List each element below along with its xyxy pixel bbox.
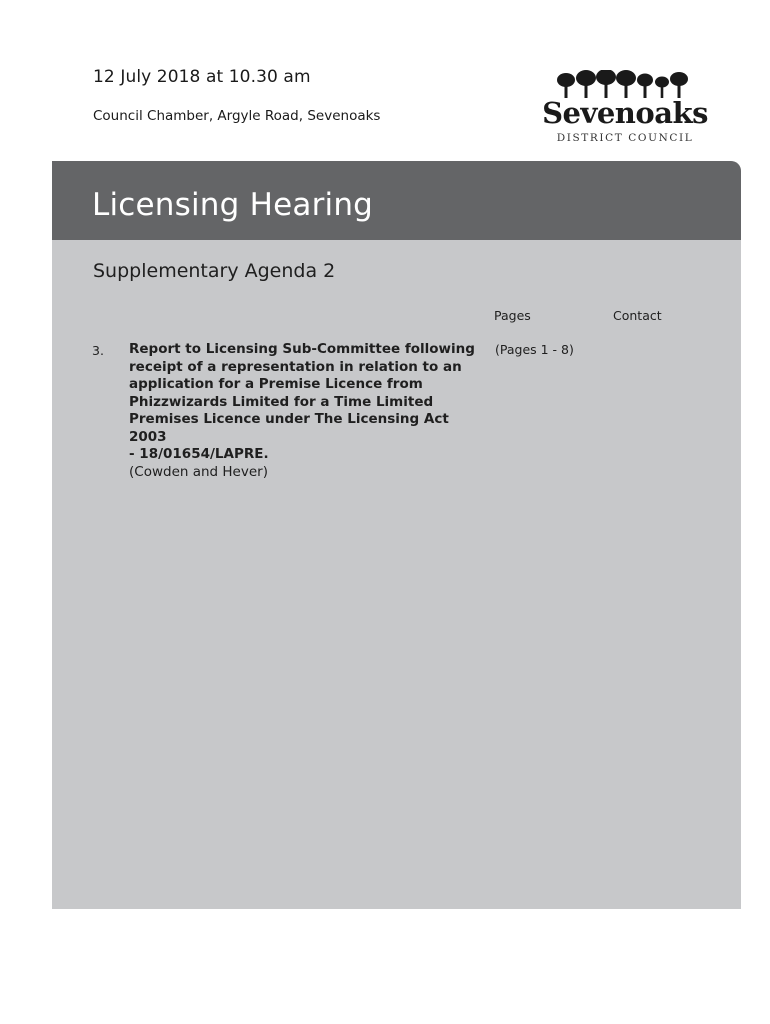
agenda-subtitle: Supplementary Agenda 2 [93, 260, 336, 282]
pages-column-header: Pages [494, 308, 531, 323]
agenda-item-pages: (Pages 1 - 8) [495, 342, 574, 357]
meeting-date: 12 July 2018 at 10.30 am [93, 67, 311, 87]
council-logo-subtitle: DISTRICT COUNCIL [556, 132, 694, 144]
contact-column-header: Contact [613, 308, 662, 323]
agenda-item [129, 341, 489, 481]
page-title: Licensing Hearing [92, 187, 374, 223]
title-band [52, 161, 741, 240]
council-logo [530, 70, 720, 150]
agenda-item-title[interactable]: Report to Licensing Sub-Committee following receipt of a representation in relation to an application for a Premise Licence from Phizzwizards Limited for a Time Limited Premises Licence under The Licensing Act 2003 - 18/01654/LAPRE. [129, 341, 475, 462]
council-logo-name: Sevenoaks [542, 96, 708, 130]
agenda-item-ward: (Cowden and Hever) [129, 463, 268, 480]
agenda-item-number: 3. [92, 343, 104, 358]
meeting-venue: Council Chamber, Argyle Road, Sevenoaks [93, 108, 381, 124]
agenda-panel [52, 161, 741, 909]
